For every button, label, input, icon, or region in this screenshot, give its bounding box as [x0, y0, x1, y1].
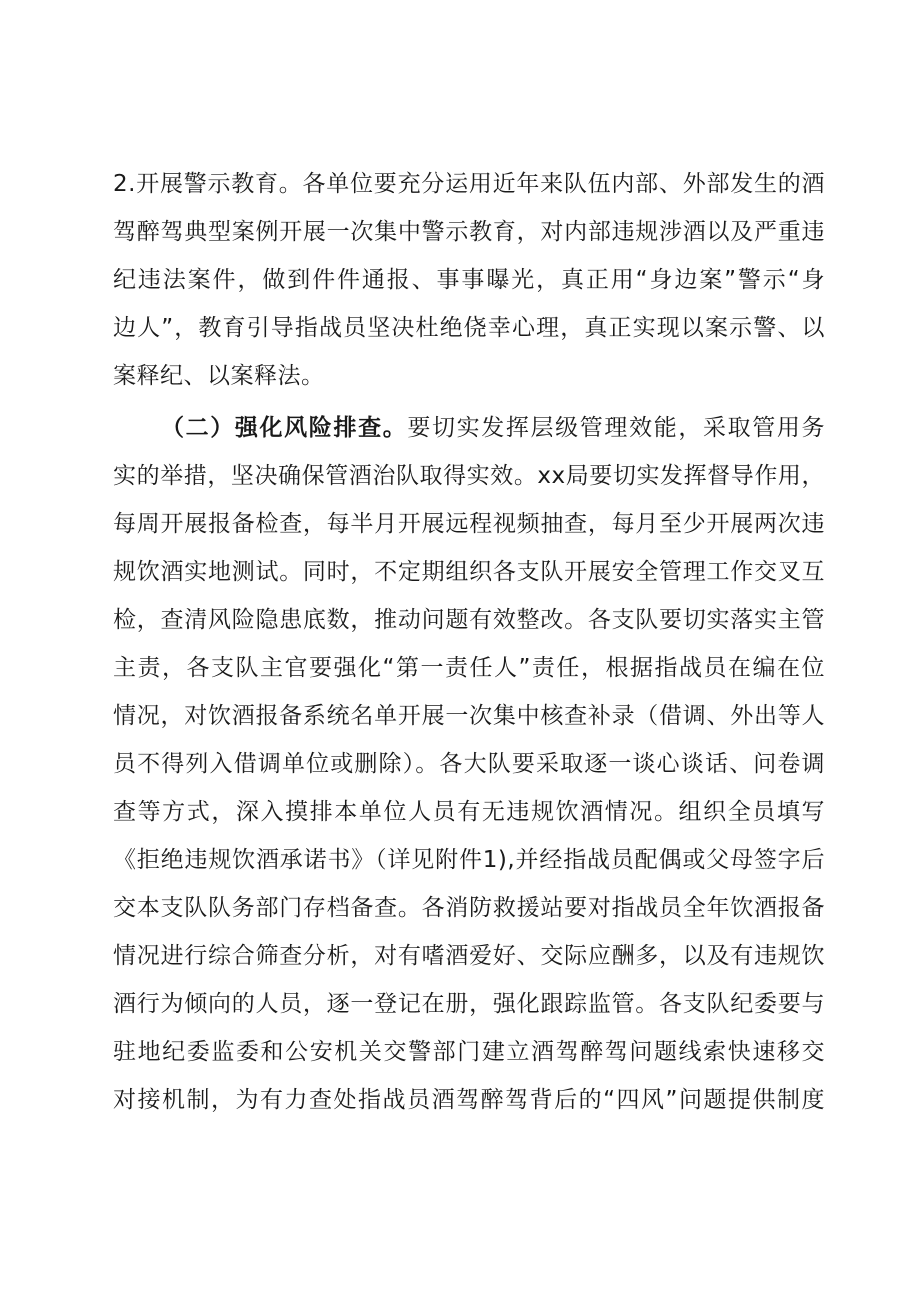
section-heading-rest: 要切实发挥层级管理效能，采取管用务	[407, 415, 826, 441]
paragraph-1-line-3: 纪违法案件，做到件件通报、事事曝光，真正用“身边案”警示“身	[113, 267, 825, 293]
paragraph-2-line-14: 驻地纪委监委和公安机关交警部门建立酒驾醉驾问题线索快速移交	[113, 1039, 825, 1065]
paragraph-2-line-6: 主责，各支队主官要强化“第一责任人”责任，根据指战员在编在位	[113, 655, 825, 681]
paragraph-2-line-5: 检，查清风险隐患底数，推动问题有效整改。各支队要切实落实主管	[113, 607, 825, 633]
paragraph-1-line-4: 边人”，教育引导指战员坚决杜绝侥幸心理，真正实现以案示警、以	[113, 315, 825, 341]
section-heading: （二）强化风险排查。	[161, 415, 408, 441]
paragraph-1-line-1: 2.开展警示教育。各单位要充分运用近年来队伍内部、外部发生的酒	[113, 171, 825, 197]
paragraph-2-line-2: 实的举措，坚决确保管酒治队取得实效。xx局要切实发挥督导作用，	[113, 463, 825, 489]
paragraph-2-line-10: 《拒绝违规饮酒承诺书》（详见附件1),并经指战员配偶或父母签字后	[113, 847, 825, 873]
paragraph-2-line-9: 查等方式，深入摸排本单位人员有无违规饮酒情况。组织全员填写	[113, 799, 825, 825]
paragraph-2-line-11: 交本支队队务部门存档备查。各消防救援站要对指战员全年饮酒报备	[113, 895, 825, 921]
paragraph-1-line-2: 驾醉驾典型案例开展一次集中警示教育，对内部违规涉酒以及严重违	[113, 219, 825, 245]
paragraph-2-line-12: 情况进行综合筛查分析，对有嗜酒爱好、交际应酬多，以及有违规饮	[113, 943, 825, 969]
paragraph-2-line-4: 规饮酒实地测试。同时，不定期组织各支队开展安全管理工作交叉互	[113, 559, 825, 585]
paragraph-2-line-8: 员不得列入借调单位或删除）。各大队要采取逐一谈心谈话、问卷调	[113, 751, 825, 777]
paragraph-2-line-1	[161, 404, 825, 452]
paragraph-2-line-7: 情况，对饮酒报备系统名单开展一次集中核查补录（借调、外出等人	[113, 703, 825, 729]
paragraph-2-line-3: 每周开展报备检查，每半月开展远程视频抽查，每月至少开展两次违	[113, 511, 825, 537]
paragraph-2-line-15: 对接机制，为有力查处指战员酒驾醉驾背后的“四风”问题提供制度	[113, 1087, 825, 1113]
paragraph-2-line-13: 酒行为倾向的人员，逐一登记在册，强化跟踪监管。各支队纪委要与	[113, 991, 825, 1017]
paragraph-1-line-5: 案释纪、以案释法。	[113, 363, 325, 389]
